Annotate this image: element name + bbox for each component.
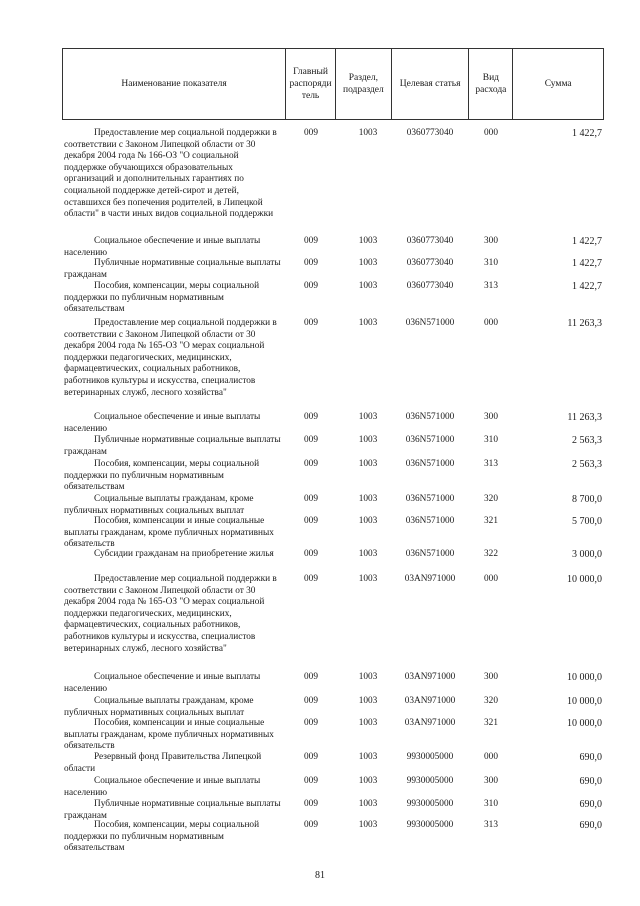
row-vr: 300 xyxy=(484,672,498,682)
row-gr: 009 xyxy=(304,696,318,706)
row-gr: 009 xyxy=(304,435,318,445)
row-gr: 009 xyxy=(304,258,318,268)
row-sum: 690,0 xyxy=(579,820,602,831)
row-gr: 009 xyxy=(304,820,318,830)
row-name: Пособия, компенсации, меры социальной поддержки по публичным нормативным обязательствам xyxy=(64,820,260,854)
row-cel: 036N571000 xyxy=(405,549,455,559)
row-name: Социальное обеспечение и иные выплаты населению xyxy=(64,776,261,798)
row-cel: 036N571000 xyxy=(405,459,455,469)
row-name: Публичные нормативные социальные выплаты гражданам xyxy=(64,258,281,280)
row-cel: 036N571000 xyxy=(405,435,455,445)
row-cel: 03AN971000 xyxy=(404,696,456,706)
row-gr: 009 xyxy=(304,318,318,328)
row-razd: 1003 xyxy=(358,516,378,526)
row-name: Пособия, компенсации и иные социальные выплаты гражданам, кроме публичных нормативных обязательств xyxy=(64,718,274,752)
row-sum: 10 000,0 xyxy=(567,718,602,729)
row-vr: 300 xyxy=(484,412,498,422)
row-vr: 313 xyxy=(484,281,498,291)
row-cel: 0360773040 xyxy=(406,281,454,291)
row-name: Пособия, компенсации, меры социальной поддержки по публичным нормативным обязательствам xyxy=(64,459,260,493)
row-sum: 10 000,0 xyxy=(567,574,602,585)
row-razd: 1003 xyxy=(358,281,378,291)
row-cel: 0360773040 xyxy=(406,236,454,246)
row-sum: 10 000,0 xyxy=(567,696,602,707)
header-chief-manager: Главный распоряди тель xyxy=(286,49,336,119)
row-vr: 321 xyxy=(484,516,498,526)
row-name: Предоставление мер социальной поддержки в соответствии с Законом Липецкой области от 30 декабря 2004 года № 165-ОЗ "О мерах социальной поддержки педагогических, медицинских, фармацевтических, социальных работников, работников культуры и искусства, специалистов ветеринарных служб, лесного хозяйства" xyxy=(64,318,277,398)
row-razd: 1003 xyxy=(358,236,378,246)
row-gr: 009 xyxy=(304,412,318,422)
row-sum: 2 563,3 xyxy=(572,459,602,470)
row-gr: 009 xyxy=(304,128,318,138)
row-razd: 1003 xyxy=(358,752,378,762)
row-gr: 009 xyxy=(304,494,318,504)
row-razd: 1003 xyxy=(358,318,378,328)
row-gr: 009 xyxy=(304,776,318,786)
row-razd: 1003 xyxy=(358,412,378,422)
row-name: Пособия, компенсации, меры социальной поддержки по публичным нормативным обязательствам xyxy=(64,281,260,315)
row-gr: 009 xyxy=(304,799,318,809)
row-sum: 1 422,7 xyxy=(572,281,602,292)
row-cel: 03AN971000 xyxy=(404,672,456,682)
row-gr: 009 xyxy=(304,574,318,584)
row-sum: 3 000,0 xyxy=(572,549,602,560)
row-cel: 0360773040 xyxy=(406,128,454,138)
row-vr: 313 xyxy=(484,820,498,830)
row-cel: 9930005000 xyxy=(406,752,454,762)
row-gr: 009 xyxy=(304,752,318,762)
row-vr: 320 xyxy=(484,494,498,504)
row-gr: 009 xyxy=(304,459,318,469)
row-sum: 5 700,0 xyxy=(572,516,602,527)
row-vr: 000 xyxy=(484,752,498,762)
row-sum: 11 263,3 xyxy=(567,318,602,329)
row-razd: 1003 xyxy=(358,799,378,809)
row-cel: 9930005000 xyxy=(406,776,454,786)
row-gr: 009 xyxy=(304,718,318,728)
row-name: Предоставление мер социальной поддержки в соответствии с Законом Липецкой области от 30 декабря 2004 года № 165-ОЗ "О мерах социальной поддержки педагогических, медицинских, фармацевтических, социальных работников, работников культуры и искусства, специалистов ветеринарных служб, лесного хозяйства" xyxy=(64,574,277,654)
header-target-article: Целевая статья xyxy=(392,49,470,119)
row-razd: 1003 xyxy=(358,776,378,786)
header-name: Наименование показателя xyxy=(63,49,286,119)
row-razd: 1003 xyxy=(358,549,378,559)
row-sum: 1 422,7 xyxy=(572,258,602,269)
row-name: Социальное обеспечение и иные выплаты населению xyxy=(64,672,261,694)
row-vr: 320 xyxy=(484,696,498,706)
row-name: Социальные выплаты гражданам, кроме публичных нормативных социальных выплат xyxy=(64,494,254,516)
row-razd: 1003 xyxy=(358,696,378,706)
row-gr: 009 xyxy=(304,281,318,291)
row-sum: 11 263,3 xyxy=(567,412,602,423)
row-sum: 690,0 xyxy=(579,776,602,787)
row-cel: 036N571000 xyxy=(405,318,455,328)
row-sum: 10 000,0 xyxy=(567,672,602,683)
row-vr: 000 xyxy=(484,574,498,584)
row-gr: 009 xyxy=(304,236,318,246)
row-sum: 690,0 xyxy=(579,799,602,810)
header-section: Раздел, подраздел xyxy=(336,49,392,119)
row-razd: 1003 xyxy=(358,820,378,830)
row-vr: 322 xyxy=(484,549,498,559)
row-razd: 1003 xyxy=(358,435,378,445)
row-vr: 310 xyxy=(484,799,498,809)
row-vr: 000 xyxy=(484,318,498,328)
row-name: Социальные выплаты гражданам, кроме публичных нормативных социальных выплат xyxy=(64,696,254,718)
row-name: Социальное обеспечение и иные выплаты населению xyxy=(64,412,261,434)
row-cel: 9930005000 xyxy=(406,820,454,830)
row-razd: 1003 xyxy=(358,574,378,584)
row-gr: 009 xyxy=(304,516,318,526)
header-expense-type: Вид расхода xyxy=(469,49,513,119)
row-cel: 0360773040 xyxy=(406,258,454,268)
row-razd: 1003 xyxy=(358,718,378,728)
row-sum: 2 563,3 xyxy=(572,435,602,446)
row-razd: 1003 xyxy=(358,459,378,469)
row-name: Пособия, компенсации и иные социальные выплаты гражданам, кроме публичных нормативных обязательств xyxy=(64,516,274,550)
row-vr: 321 xyxy=(484,718,498,728)
row-vr: 310 xyxy=(484,258,498,268)
row-cel: 036N571000 xyxy=(405,494,455,504)
page-number: 81 xyxy=(315,870,325,881)
row-gr: 009 xyxy=(304,549,318,559)
row-vr: 300 xyxy=(484,236,498,246)
row-cel: 036N571000 xyxy=(405,412,455,422)
row-razd: 1003 xyxy=(358,258,378,268)
row-cel: 03AN971000 xyxy=(404,718,456,728)
row-name: Публичные нормативные социальные выплаты гражданам xyxy=(64,799,281,821)
row-cel: 03AN971000 xyxy=(404,574,456,584)
row-vr: 310 xyxy=(484,435,498,445)
row-sum: 8 700,0 xyxy=(572,494,602,505)
row-sum: 690,0 xyxy=(579,752,602,763)
row-vr: 000 xyxy=(484,128,498,138)
row-razd: 1003 xyxy=(358,128,378,138)
row-name: Социальное обеспечение и иные выплаты населению xyxy=(64,236,261,258)
row-name: Предоставление мер социальной поддержки в соответствии с Законом Липецкой области от 30 декабря 2004 года № 166-ОЗ "О социальной поддержке обучающихся образовательных организаций и дополнительных гарантиях по социальной поддержке детей-сирот и детей, оставшихся без попечения родителей, в Липецкой области" в части иных видов социальной поддержки xyxy=(64,128,277,220)
row-cel: 036N571000 xyxy=(405,516,455,526)
row-vr: 300 xyxy=(484,776,498,786)
row-name: Субсидии гражданам на приобретение жилья xyxy=(94,549,274,559)
row-razd: 1003 xyxy=(358,494,378,504)
row-gr: 009 xyxy=(304,672,318,682)
row-name: Публичные нормативные социальные выплаты гражданам xyxy=(64,435,281,457)
row-razd: 1003 xyxy=(358,672,378,682)
row-sum: 1 422,7 xyxy=(572,128,602,139)
table-header xyxy=(62,48,604,120)
row-cel: 9930005000 xyxy=(406,799,454,809)
row-vr: 313 xyxy=(484,459,498,469)
row-name: Резервный фонд Правительства Липецкой области xyxy=(64,752,262,774)
row-sum: 1 422,7 xyxy=(572,236,602,247)
header-sum: Сумма xyxy=(544,79,572,89)
